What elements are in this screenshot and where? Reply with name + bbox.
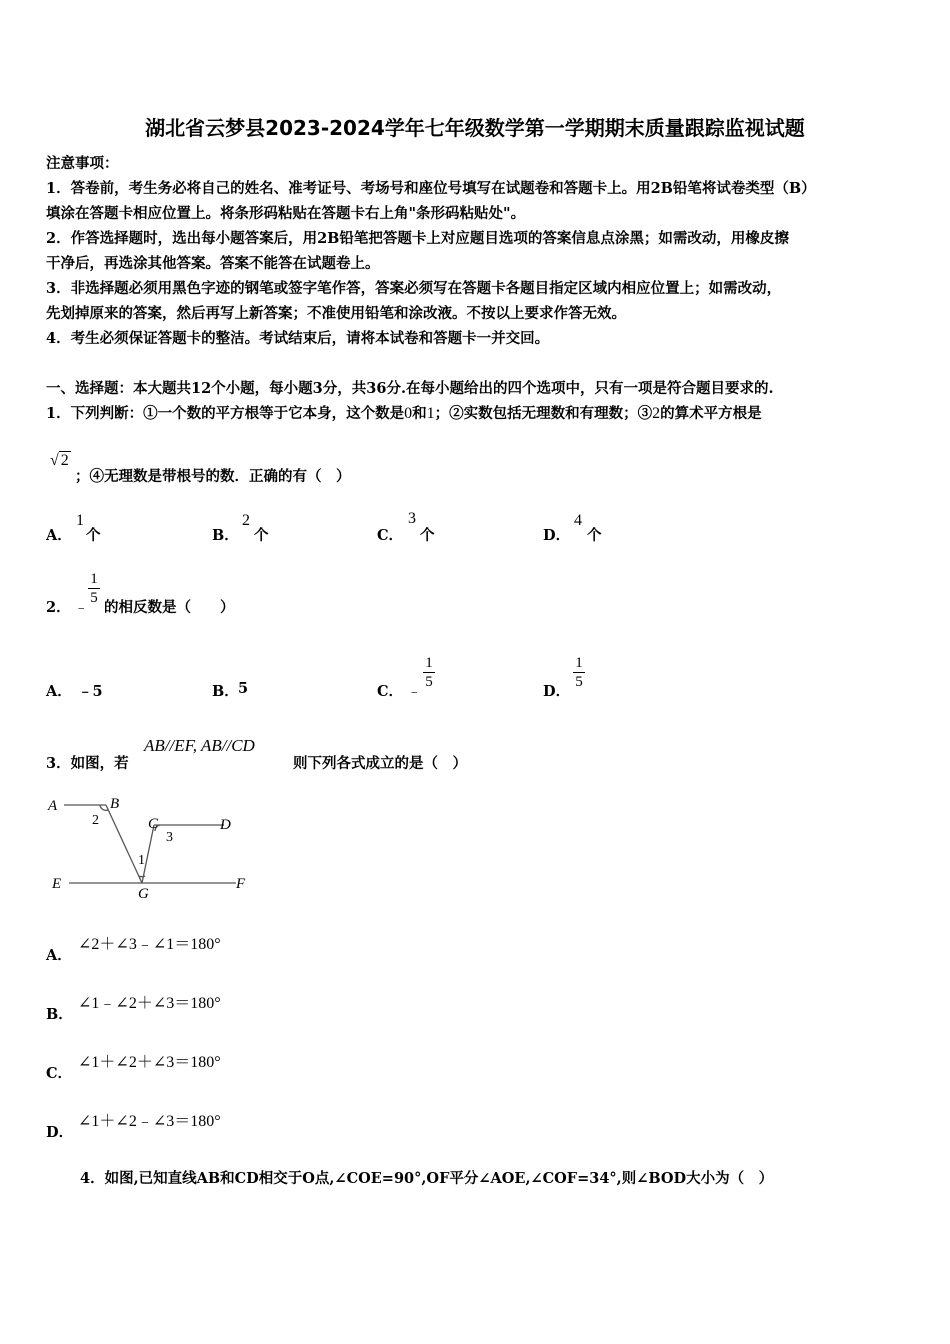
q2-fraction	[88, 570, 100, 607]
notice-line: 干净后，再选涂其他答案。答案不能答在试题卷上。	[46, 255, 380, 272]
q1-option-b-label: B．	[212, 527, 239, 544]
q3-figure	[44, 790, 256, 902]
section-heading: 一、选择题：本大题共12个小题，每小题3分，共36分.在每小题给出的四个选项中，只有一项是符合题目要求的.	[46, 380, 774, 397]
q2-option-d-fraction	[573, 654, 585, 691]
notice-heading: 注意事项：	[46, 155, 119, 172]
question-4: 4．如图,已知直线AB和CD相交于O点,∠COE=90°,OF平分∠AOE,∠COF=34°,则∠BOD大小为（ ）	[80, 1170, 774, 1187]
q1-value-1: 1	[426, 405, 435, 422]
q2-text: 的相反数是（ ）	[104, 599, 235, 616]
label-b: B	[110, 796, 120, 812]
q2-option-c-fraction	[423, 654, 435, 691]
label-angle-3: 3	[166, 830, 173, 845]
q3-option-a-expr: ∠2＋∠3﹣∠1＝180°	[78, 936, 221, 953]
q1-option-d-label: D．	[543, 527, 571, 544]
notice-line: 填涂在答题卡相应位置上。将条形码粘贴在答题卡右上角"条形码粘贴处"。	[46, 205, 526, 222]
q1-option-c-unit: 个	[420, 527, 435, 544]
q2-option-a-value: ﹣5	[78, 683, 103, 700]
q2-option-b-value: 5	[238, 680, 249, 697]
sqrt-radicand: 2	[60, 452, 69, 469]
q3-option-b-expr: ∠1﹣∠2＋∠3＝180°	[78, 995, 221, 1012]
q2-option-d-label: D．	[543, 683, 571, 700]
q1-text-a: 1．下列判断：①一个数的平方根等于它本身，这个数是	[46, 405, 405, 422]
label-angle-2: 2	[92, 813, 99, 828]
q3-option-c-expr: ∠1＋∠2＋∠3＝180°	[78, 1054, 221, 1071]
angle-1-arc	[139, 876, 145, 877]
label-e: E	[52, 876, 62, 892]
q2-numerator: 1	[90, 571, 98, 587]
q2-prefix: 2．	[46, 599, 71, 616]
q3-condition: AB//EF, AB//CD	[144, 736, 255, 755]
q1-option-c-num: 3	[408, 510, 416, 527]
notice-line: 2．作答选择题时，选出每小题答案后，用2B铅笔把答题卡上对应题目选项的答案信息点涂黑；如需改动，用橡皮擦	[46, 230, 789, 247]
q2-option-d-denominator: 5	[575, 674, 583, 690]
question-1-line2: ；④无理数是带根号的数．正确的有（ ）	[75, 468, 351, 485]
q2-sign: ﹣	[74, 600, 89, 616]
q1-option-a-unit: 个	[86, 527, 101, 544]
q1-option-a-num: 1	[76, 512, 84, 529]
q1-value-0: 0	[404, 405, 413, 422]
page-title: 湖北省云梦县2023-2024学年七年级数学第一学期期末质量跟踪监视试题	[145, 116, 805, 140]
q2-option-d-numerator: 1	[575, 655, 583, 671]
q2-option-c-sign: ﹣	[407, 684, 422, 700]
question-1-line1	[46, 402, 762, 423]
q1-text-c: ；②实数包括无理数和有理数；③	[434, 405, 653, 422]
q2-option-c-label: C．	[377, 683, 404, 700]
q1-option-a-label: A．	[46, 527, 72, 544]
q2-option-a-label: A．	[46, 683, 72, 700]
notice-line: 3．非选择题必须用黑色字迹的钢笔或签字笔作答，答案必须写在答题卡各题目指定区域内相应位置上；如需改动，	[46, 280, 782, 297]
q3-option-d-expr: ∠1＋∠2﹣∠3＝180°	[78, 1113, 221, 1130]
label-angle-1: 1	[138, 853, 145, 868]
q1-option-c-label: C．	[377, 527, 404, 544]
q1-text-d: 的算术平方根是	[660, 405, 762, 422]
q1-option-b-num: 2	[242, 512, 250, 529]
q1-text-b: 和	[412, 405, 427, 422]
q2-option-b-label: B．	[212, 683, 239, 700]
notice-line: 1．答卷前，考生务必将自己的姓名、准考证号、考场号和座位号填写在试题卷和答题卡上。用2B铅笔将试卷类型（B）	[46, 180, 816, 197]
q2-denominator: 5	[90, 590, 98, 606]
q1-value-2: 2	[652, 405, 661, 422]
segment-bg	[106, 805, 142, 883]
q3-prefix: 3．如图，若	[46, 755, 129, 772]
sqrt-expression: √ 2	[50, 452, 69, 469]
label-d: D	[220, 817, 231, 833]
label-g: G	[138, 886, 149, 902]
q3-option-d-label: D．	[46, 1124, 74, 1141]
q1-option-d-unit: 个	[587, 527, 602, 544]
q3-option-c-label: C．	[46, 1065, 73, 1082]
q3-suffix: 则下列各式成立的是（ ）	[293, 755, 467, 772]
label-a: A	[48, 798, 58, 814]
q1-option-d-num: 4	[574, 512, 582, 529]
label-c: C	[148, 816, 159, 832]
notice-line: 先划掉原来的答案，然后再写上新答案；不准使用铅笔和涂改液。不按以上要求作答无效。	[46, 305, 626, 322]
q3-option-a-label: A．	[46, 947, 72, 964]
q2-option-c-denominator: 5	[425, 674, 433, 690]
notice-line: 4．考生必须保证答题卡的整洁。考试结束后，请将本试卷和答题卡一并交回。	[46, 330, 550, 347]
q2-option-c-numerator: 1	[425, 655, 433, 671]
q1-option-b-unit: 个	[254, 527, 269, 544]
label-f: F	[236, 876, 246, 892]
q3-option-b-label: B．	[46, 1006, 73, 1023]
